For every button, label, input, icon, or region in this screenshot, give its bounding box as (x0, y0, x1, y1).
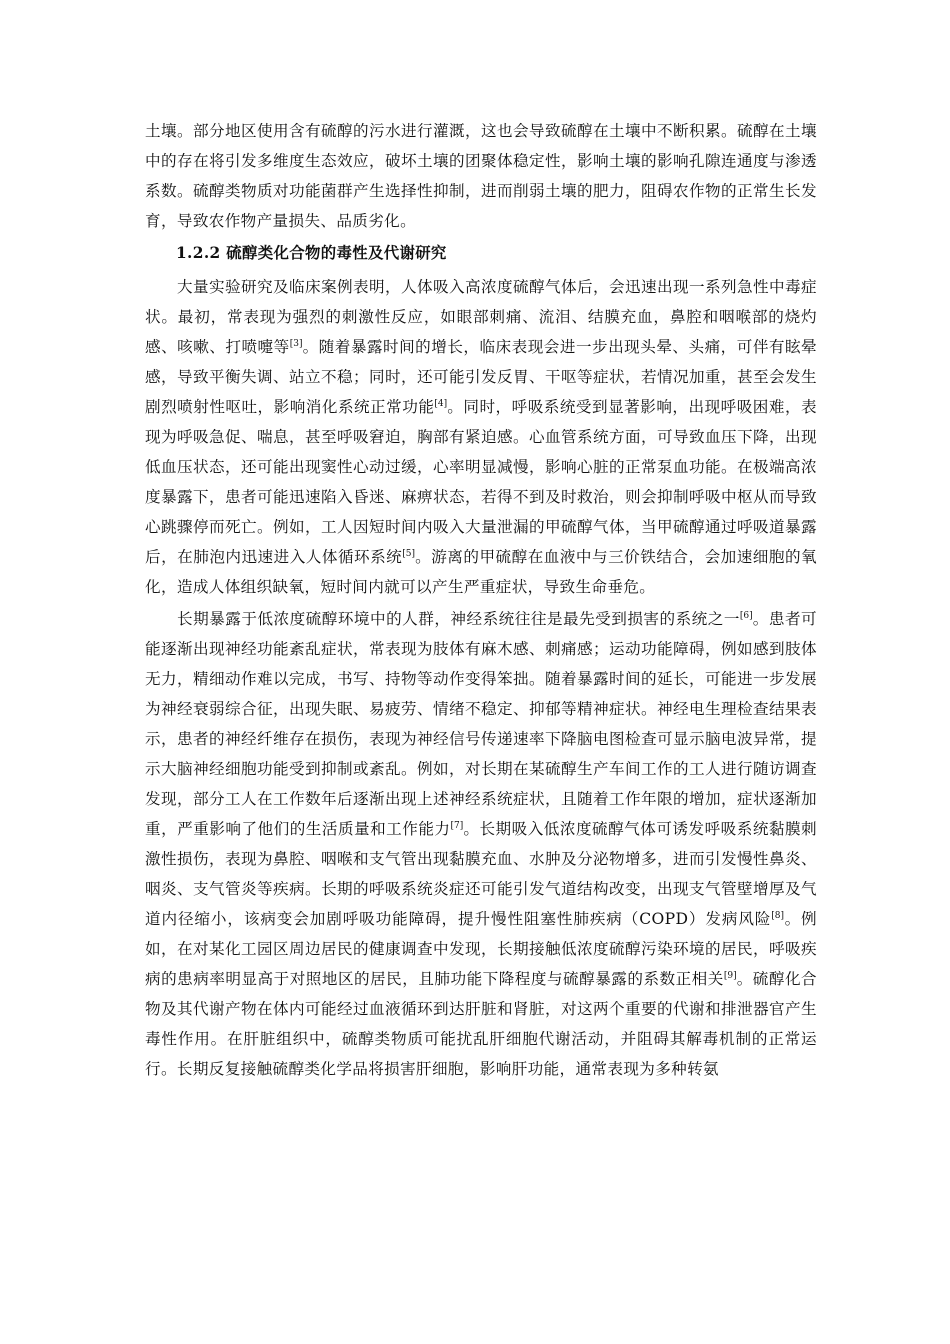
text-segment: 。患者可能逐渐出现神经功能紊乱症状，常表现为肢体有麻木感、刺痛感；运动功能障碍，例如感到肢体无力，精细动作难以完成，书写、持物等动作变得笨拙。随着暴露时间的延长，可能进一步发展为神经衰弱综合征，出现失眠、易疲劳、情绪不稳定、抑郁等精神症状。神经电生理检查结果表示，患者的神经纤维存在损伤，表现为神经信号传递速率下降脑电图检查可显示脑电波异常，提示大脑神经细胞功能受到抑制或紊乱。例如，对长期在某硫醇生产车间工作的工人进行随访调查发现，部分工人在工作数年后逐渐出现上述神经系统症状，且随着工作年限的增加，症状逐渐加重，严重影响了他们的生活质量和工作能力 (145, 610, 817, 838)
citation-ref: [4] (434, 399, 448, 409)
citation-ref: [7] (450, 821, 464, 831)
text-segment: 大量实验研究及临床案例表明，人体吸入高浓度硫醇气体后，会迅速出现一系列急性中毒症状。最初，常表现为强烈的刺激性反应，如眼部刺痛、流泪、结膜充血，鼻腔和咽喉部的烧灼感、咳嗽、打喷嚏等 (145, 278, 817, 356)
text-segment: 。例如，在对某化工园区周边居民的健康调查中发现，长期接触低浓度硫醇污染环境的居民，呼吸疾病的患病率明显高于对照地区的居民，且肺功能下降程度与硫醇暴露的系数正相关 (145, 910, 817, 988)
citation-ref: [9] (723, 971, 737, 981)
citation-ref: [8] (771, 911, 785, 921)
text-segment: 。长期吸入低浓度硫醇气体可诱发呼吸系统黏膜刺激性损伤，表现为鼻腔、咽喉和支气管出现黏膜充血、水肿及分泌物增多，进而引发慢性鼻炎、咽炎、支气管炎等疾病。长期的呼吸系统炎症还可能引发气道结构改变，出现支气管壁增厚及气道内径缩小，该病变会加剧呼吸功能障碍，提升慢性阻塞性肺疾病（COPD）发病风险 (145, 820, 818, 928)
citation-ref: [5] (402, 549, 416, 559)
text-segment: 。硫醇化合物及其代谢产物在体内可能经过血液循环到达肝脏和肾脏，对这两个重要的代谢和排泄器官产生毒性作用。在肝脏组织中，硫醇类物质可能扰乱肝细胞代谢活动，并阻碍其解毒机制的正常运行。长期反复接触硫醇类化学品将损害肝细胞，影响肝功能，通常表现为多种转氨 (145, 970, 817, 1078)
paragraph-chronic-toxicity (145, 604, 817, 1084)
document-body (145, 116, 817, 1084)
text-segment: 长期暴露于低浓度硫醇环境中的人群，神经系统往往是最先受到损害的系统之一 (177, 610, 740, 628)
text-segment: 。随着暴露时间的增长，临床表现会进一步出现头晕、头痛，可伴有眩晕感，导致平衡失调、站立不稳；同时，还可能引发反胃、干呕等症状，若情况加重，甚至会发生剧烈喷射性呕吐，影响消化系统正常功能 (145, 338, 817, 416)
paragraph-soil-effects: 土壤。部分地区使用含有硫醇的污水进行灌溉，这也会导致硫醇在土壤中不断积累。硫醇在土壤中的存在将引发多维度生态效应，破坏土壤的团聚体稳定性，影响土壤的影响孔隙连通度与渗透系数。硫醇类物质对功能菌群产生选择性抑制，进而削弱土壤的肥力，阻碍农作物的正常生长发育，导致农作物产量损失、品质劣化。 (145, 122, 817, 230)
citation-ref: [3] (289, 339, 303, 349)
citation-ref: [6] (739, 611, 753, 621)
section-heading: 1.2.2 硫醇类化合物的毒性及代谢研究 (176, 244, 447, 262)
text-segment: 。同时，呼吸系统受到显著影响，出现呼吸困难，表现为呼吸急促、喘息，甚至呼吸窘迫，胸部有紧迫感。心血管系统方面，可导致血压下降，出现低血压状态，还可能出现窦性心动过缓，心率明显减慢，影响心脏的正常泵血功能。在极端高浓度暴露下，患者可能迅速陷入昏迷、麻痹状态，若得不到及时救治，则会抑制呼吸中枢从而导致心跳骤停而死亡。例如，工人因短时间内吸入大量泄漏的甲硫醇气体，当甲硫醇通过呼吸道暴露后，在肺泡内迅速进入人体循环系统 (145, 398, 817, 566)
text-segment: 。游离的甲硫醇在血液中与三价铁结合，会加速细胞的氧化，造成人体组织缺氧，短时间内就可以产生严重症状，导致生命垂危。 (145, 548, 817, 596)
paragraph-acute-toxicity (145, 272, 817, 602)
